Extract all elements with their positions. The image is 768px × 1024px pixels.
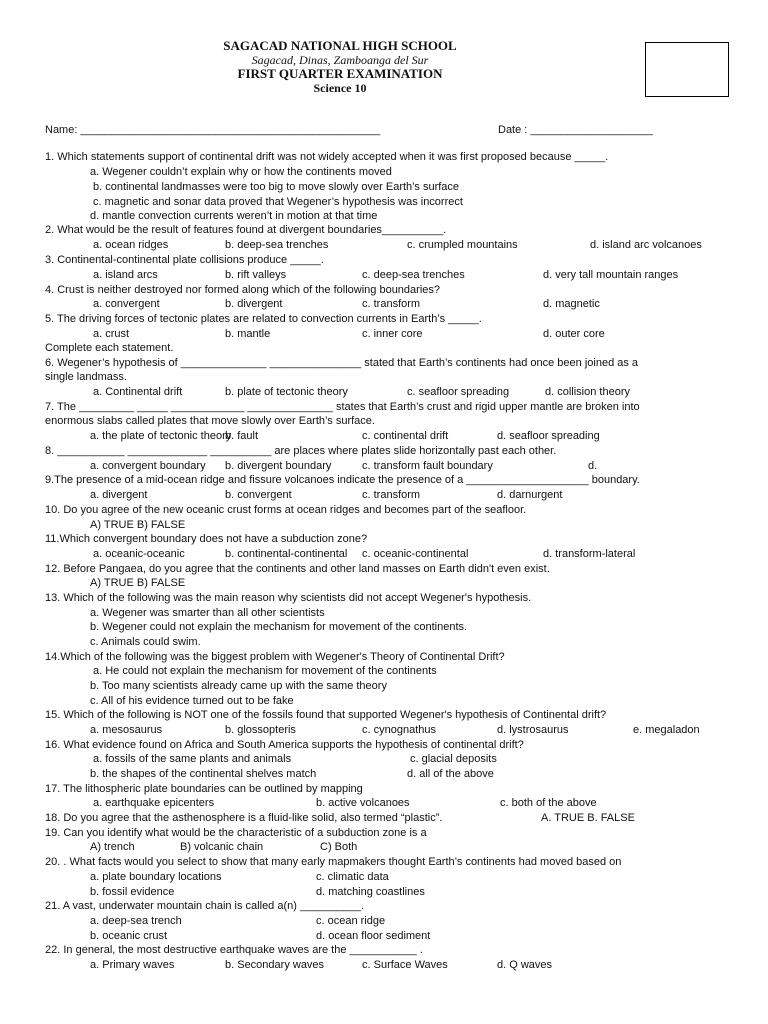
answer-option: c. continental drift	[362, 430, 449, 442]
answer-option: a. deep-sea trench	[90, 915, 182, 927]
answer-option: b. divergent	[225, 298, 283, 310]
answer-option: a. the plate of tectonic theory	[90, 430, 232, 442]
answer-option: a. Continental drift	[93, 386, 183, 398]
answer-option: c. ocean ridge	[316, 915, 386, 927]
answer-option: d. matching coastlines	[316, 886, 425, 898]
answer-option: d. Q waves	[497, 959, 553, 971]
question-line: 17. The lithospheric plate boundaries can be outlined by mapping	[45, 783, 363, 795]
question-line: 7. The _________ _____ ____________ ______________ states that Earth’s crust and rigid upper mantle are broken into	[45, 401, 640, 413]
question-line: single landmass.	[45, 371, 127, 383]
question-line: c. All of his evidence turned out to be fake	[90, 695, 294, 707]
date-field[interactable]: Date : ____________________	[498, 124, 653, 136]
question-line: 9.The presence of a mid-ocean ridge and fissure volcanoes indicate the presence of a ____________________ boundary.	[45, 474, 640, 486]
answer-option: a. ocean ridges	[93, 239, 169, 251]
question-line: b. Wegener could not explain the mechanism for movement of the continents.	[90, 621, 468, 633]
question-line: 3. Continental-continental plate collisions produce _____.	[45, 254, 324, 266]
answer-option: d. collision theory	[545, 386, 630, 398]
answer-option: b. continental-continental	[225, 548, 348, 560]
answer-option: b. mantle	[225, 328, 271, 340]
answer-option: a. Primary waves	[90, 959, 175, 971]
answer-option: c. climatic data	[316, 871, 389, 883]
question-line: enormous slabs called plates that move slowly over Earth’s surface.	[45, 415, 375, 427]
answer-option: b. glossopteris	[225, 724, 296, 736]
question-line: A) TRUE B) FALSE	[90, 577, 186, 589]
question-line: 11.Which convergent boundary does not have a subduction zone?	[45, 533, 368, 545]
answer-option: b. fault	[225, 430, 259, 442]
school-name: SAGACAD NATIONAL HIGH SCHOOL	[223, 38, 457, 53]
answer-option: c. cynognathus	[362, 724, 436, 736]
answer-option: a. mesosaurus	[90, 724, 163, 736]
answer-option: a. fossils of the same plants and animals	[93, 753, 292, 765]
answer-option: A. TRUE B. FALSE	[541, 812, 635, 824]
question-line: b. Too many scientists already came up with the same theory	[90, 680, 387, 692]
question-line: d. mantle convection currents weren’t in motion at that time	[90, 210, 378, 222]
answer-option: b. convergent	[225, 489, 292, 501]
answer-option: b. active volcanoes	[316, 797, 410, 809]
answer-option: b. plate of tectonic theory	[225, 386, 348, 398]
answer-option: b. the shapes of the continental shelves match	[90, 768, 317, 780]
subject-title: Science 10	[313, 81, 367, 95]
name-field[interactable]: Name: _________________________________________________	[45, 124, 381, 136]
question-line: 2. What would be the result of features found at divergent boundaries__________.	[45, 224, 447, 236]
answer-option: C) Both	[320, 841, 358, 853]
answer-option: c. Surface Waves	[362, 959, 448, 971]
answer-option: d. outer core	[543, 328, 605, 340]
answer-option: e. megaladon	[633, 724, 700, 736]
answer-option: c. oceanic-continental	[362, 548, 469, 560]
answer-option: a. earthquake epicenters	[93, 797, 215, 809]
question-line: 22. In general, the most destructive earthquake waves are the ___________ .	[45, 944, 423, 956]
answer-option: d. seafloor spreading	[497, 430, 600, 442]
question-line: 20. . What facts would you select to show that many early mapmakers thought Earth’s continents had moved based on	[45, 856, 622, 868]
answer-option: b. fossil evidence	[90, 886, 175, 898]
question-line: a. He could not explain the mechanism for movement of the continents	[93, 665, 437, 677]
school-address: Sagacad, Dinas, Zamboanga del Sur	[251, 53, 429, 67]
question-line: 1. Which statements support of continental drift was not widely accepted when it was first proposed because _____.	[45, 151, 609, 163]
exam-title: FIRST QUARTER EXAMINATION	[237, 66, 443, 81]
answer-option: a. oceanic-oceanic	[93, 548, 185, 560]
answer-option: a. convergent boundary	[90, 460, 206, 472]
question-line: 13. Which of the following was the main reason why scientists did not accept Wegener's hypothesis.	[45, 592, 532, 604]
answer-option: c. deep-sea trenches	[362, 269, 465, 281]
answer-option: a. island arcs	[93, 269, 158, 281]
answer-option: c. inner core	[362, 328, 423, 340]
answer-option: a. convergent	[93, 298, 160, 310]
answer-option: 18. Do you agree that the asthenosphere is a fluid-like solid, also termed “plastic”.	[45, 812, 443, 824]
question-line: A) TRUE B) FALSE	[90, 519, 186, 531]
answer-option: c. seafloor spreading	[407, 386, 510, 398]
answer-option: d.	[588, 460, 598, 472]
question-line: a. Wegener couldn’t explain why or how the continents moved	[90, 166, 392, 178]
answer-option: b. divergent boundary	[225, 460, 332, 472]
question-line: c. Animals could swim.	[90, 636, 201, 648]
answer-option: B) volcanic chain	[180, 841, 264, 853]
answer-option: b. Secondary waves	[225, 959, 325, 971]
answer-option: d. all of the above	[407, 768, 494, 780]
question-line: a. Wegener was smarter than all other scientists	[90, 607, 325, 619]
answer-option: d. very tall mountain ranges	[543, 269, 679, 281]
answer-option: a. crust	[93, 328, 130, 340]
question-line: 5. The driving forces of tectonic plates are related to convection currents in Earth’s _____.	[45, 313, 482, 325]
question-line: 19. Can you identify what would be the characteristic of a subduction zone is a	[45, 827, 427, 839]
question-line: 16. What evidence found on Africa and South America supports the hypothesis of continental drift?	[45, 739, 524, 751]
answer-option: d. magnetic	[543, 298, 600, 310]
score-box[interactable]	[645, 42, 729, 97]
answer-option: d. lystrosaurus	[497, 724, 569, 736]
question-line: 12. Before Pangaea, do you agree that the continents and other land masses on Earth didn't even exist.	[45, 563, 550, 575]
question-line: Complete each statement.	[45, 342, 174, 354]
answer-option: d. darnurgent	[497, 489, 563, 501]
question-line: 21. A vast, underwater mountain chain is called a(n) __________.	[45, 900, 365, 912]
question-line: 4. Crust is neither destroyed nor formed along which of the following boundaries?	[45, 284, 441, 296]
answer-option: b. deep-sea trenches	[225, 239, 329, 251]
answer-option: c. transform	[362, 489, 421, 501]
question-line: b. continental landmasses were too big to move slowly over Earth’s surface	[93, 181, 460, 193]
answer-option: c. crumpled mountains	[407, 239, 518, 251]
answer-option: a. divergent	[90, 489, 148, 501]
answer-option: c. both of the above	[500, 797, 597, 809]
answer-option: b. rift valleys	[225, 269, 287, 281]
answer-option: c. transform	[362, 298, 421, 310]
question-line: c. magnetic and sonar data proved that Wegener’s hypothesis was incorrect	[93, 196, 463, 208]
answer-option: c. transform fault boundary	[362, 460, 493, 472]
question-line: 15. Which of the following is NOT one of the fossils found that supported Wegener's hypothesis of Continental drift?	[45, 709, 607, 721]
answer-option: a. plate boundary locations	[90, 871, 222, 883]
answer-option: A) trench	[90, 841, 135, 853]
question-line: 14.Which of the following was the biggest problem with Wegener's Theory of Continental Drift?	[45, 651, 505, 663]
answer-option: d. ocean floor sediment	[316, 930, 431, 942]
question-line: 8. ___________ _____________ __________ are places where plates slide horizontally past each other.	[45, 445, 557, 457]
answer-option: d. transform-lateral	[543, 548, 636, 560]
question-line: 6. Wegener’s hypothesis of ______________ _______________ stated that Earth’s continents had once been joined as a	[45, 357, 639, 369]
question-line: 10. Do you agree of the new oceanic crust forms at ocean ridges and becomes part of the seafloor.	[45, 504, 527, 516]
answer-option: b. oceanic crust	[90, 930, 168, 942]
answer-option: d. island arc volcanoes	[590, 239, 702, 251]
answer-option: c. glacial deposits	[410, 753, 497, 765]
